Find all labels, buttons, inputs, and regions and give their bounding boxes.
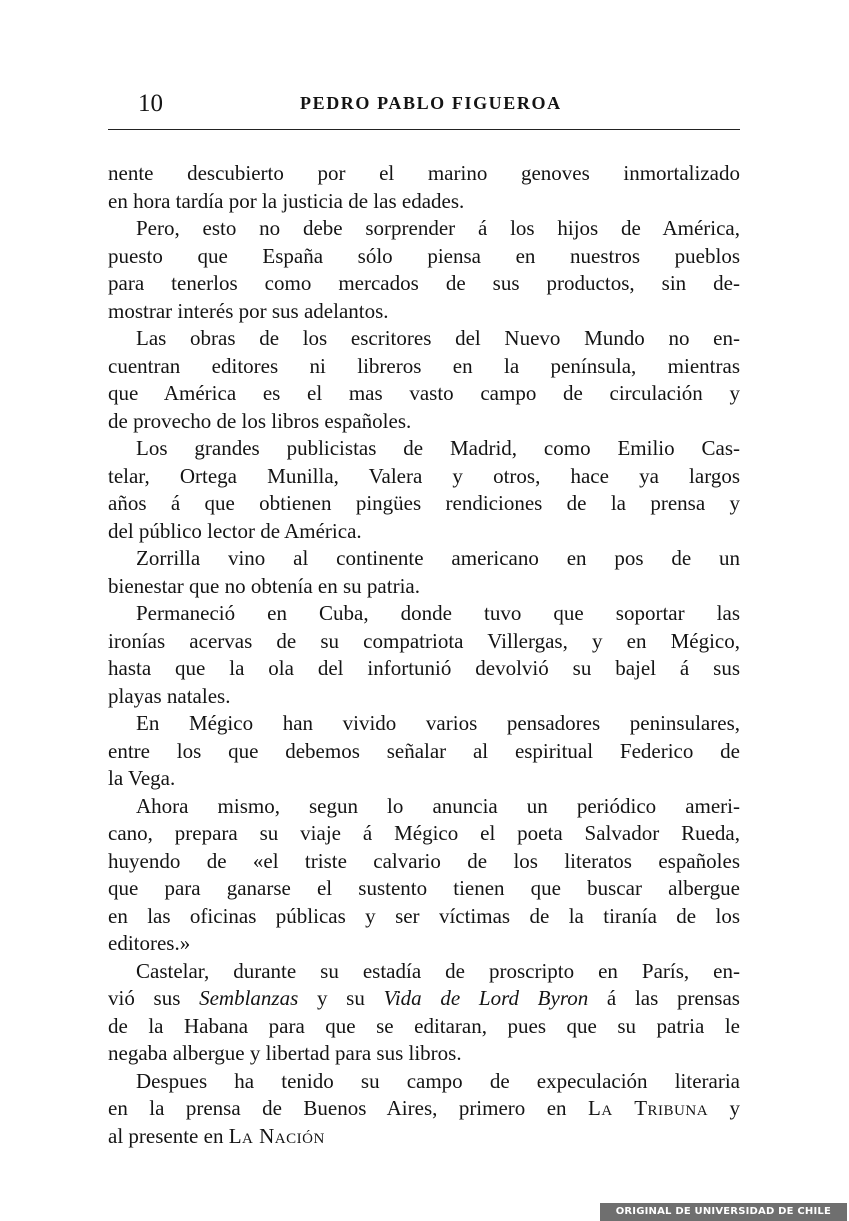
text-line: Ahora mismo, segun lo anuncia un periódico ameri-: [136, 793, 740, 818]
text-line: playas natales.: [108, 683, 231, 708]
book-title-vida-de-lord-byron: Vida de Lord Byron: [383, 986, 589, 1010]
text-line: que América es el mas vasto campo de circulación y: [108, 381, 740, 405]
book-page: [108, 84, 741, 1148]
text-line: nente descubierto por el marino genoves inmortalizado: [108, 161, 740, 185]
library-watermark: ORIGINAL DE UNIVERSIDAD DE CHILE: [600, 1203, 847, 1221]
text-line: del público lector de América.: [108, 518, 362, 543]
text-line: para tenerlos como mercados de sus productos, sin de-: [108, 271, 740, 295]
text-line: cano, prepara su viaje á Mégico el poeta Salvador Rueda,: [108, 821, 740, 845]
text-line: En Mégico han vivido varios pensadores peninsulares,: [136, 711, 740, 735]
text-line: negaba albergue y libertad para sus libros.: [108, 1041, 462, 1065]
newspaper-name-la-nacion: La Nación: [228, 1123, 325, 1148]
text-line: mostrar interés por sus adelantos.: [108, 298, 389, 323]
text-span: en la prensa de Buenos Aires, primero en: [108, 1096, 588, 1120]
newspaper-name-la-tribuna: La Tribuna: [588, 1096, 709, 1120]
body-text: [108, 160, 740, 1150]
header-rule: [108, 129, 740, 130]
text-line: cuentran editores ni libreros en la península, mientras: [108, 353, 740, 378]
text-line: que para ganarse el sustento tienen que buscar albergue: [108, 876, 740, 900]
text-line: telar, Ortega Munilla, Valera y otros, hace ya largos: [108, 463, 740, 488]
text-line: puesto que España sólo piensa en nuestros pueblos: [108, 243, 740, 268]
text-span: vió sus: [108, 986, 200, 1010]
text-line: Permaneció en Cuba, donde tuvo que soportar las: [136, 601, 740, 625]
text-line: de provecho de los libros españoles.: [108, 408, 412, 433]
running-head: PEDRO PABLO FIGUEROA: [300, 93, 562, 113]
text-line: bienestar que no obtenía en su patria.: [108, 573, 420, 598]
text-line: Zorrilla vino al continente americano en pos de un: [136, 546, 740, 570]
text-line: [108, 985, 740, 1013]
text-line: en las oficinas públicas y ser víctimas de la tiranía de los: [108, 903, 740, 928]
text-line: editores.»: [108, 931, 191, 955]
text-line: de la Habana para que se editaran, pues que su patria le: [108, 1013, 740, 1038]
book-title-semblanzas: Semblanzas: [199, 986, 299, 1010]
text-span: al presente en: [108, 1123, 229, 1148]
text-line: entre los que debemos señalar al espiritual Federico de: [108, 738, 740, 763]
text-line: ironías acervas de su compatriota Villergas, y en Mégico,: [108, 628, 740, 653]
text-line: [108, 1123, 740, 1151]
text-line: la Vega.: [108, 766, 176, 790]
text-span: y: [708, 1096, 741, 1120]
page-header: [108, 84, 740, 120]
text-line: [108, 1095, 740, 1123]
text-line: hasta que la ola del infortunió devolvió su bajel á sus: [108, 656, 740, 680]
text-line: Los grandes publicistas de Madrid, como Emilio Cas-: [136, 436, 740, 460]
text-span: y su: [298, 986, 384, 1010]
page-number: 10: [138, 90, 163, 117]
text-line: Pero, esto no debe sorprender á los hijos de América,: [136, 216, 740, 240]
text-line: Castelar, durante su estadía de proscripto en París, en-: [136, 958, 740, 983]
text-span: á las prensas: [588, 986, 740, 1010]
text-line: en hora tardía por la justicia de las edades.: [108, 188, 465, 213]
text-line: huyendo de «el triste calvario de los literatos españoles: [108, 848, 740, 873]
text-line: años á que obtienen pingües rendiciones de la prensa y: [108, 491, 740, 515]
text-line: Las obras de los escritores del Nuevo Mundo no en-: [136, 326, 740, 350]
text-line: Despues ha tenido su campo de expeculación literaria: [136, 1068, 740, 1093]
